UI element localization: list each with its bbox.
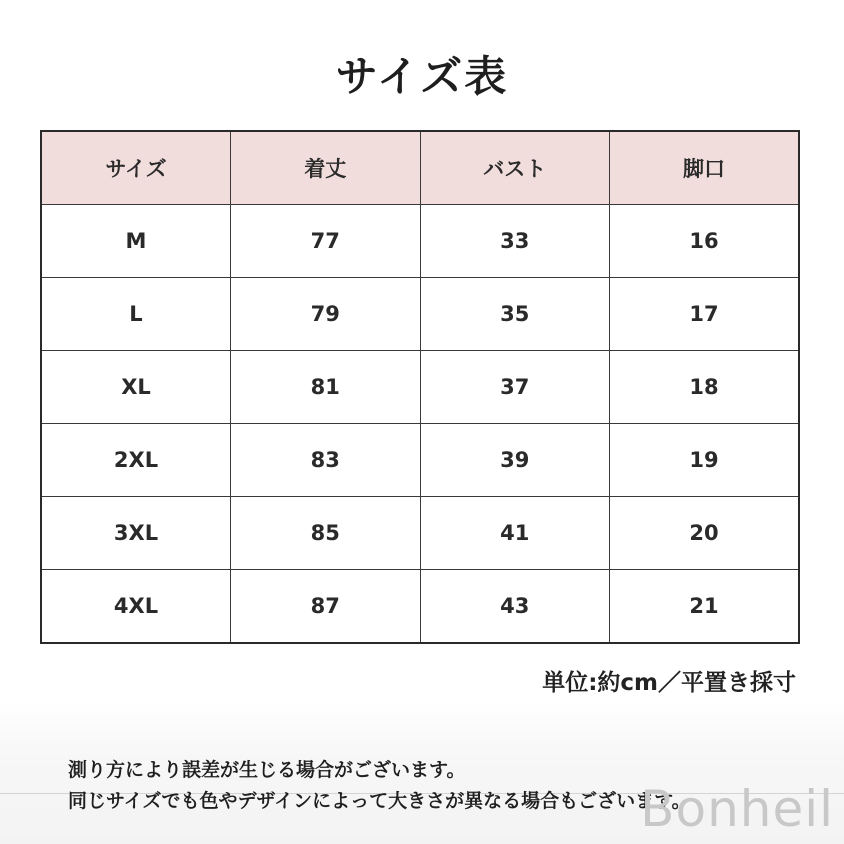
- table-cell-bust: 39: [420, 424, 610, 497]
- table-cell-leg-opening: 17: [610, 278, 800, 351]
- table-row: [41, 351, 799, 424]
- column-header-size: サイズ: [41, 131, 231, 205]
- note-line: 同じサイズでも色やデザインによって大きさが異なる場合もございます。: [68, 790, 691, 812]
- table-row: [41, 424, 799, 497]
- notes: [68, 755, 691, 817]
- table-header-row: [41, 131, 799, 205]
- table-body: [41, 205, 799, 644]
- table-cell-size: 3XL: [41, 497, 231, 570]
- size-table: [40, 130, 800, 644]
- table-cell-size: 2XL: [41, 424, 231, 497]
- table-cell-leg-opening: 16: [610, 205, 800, 278]
- table-cell-size: 4XL: [41, 570, 231, 644]
- table-row: [41, 497, 799, 570]
- page-title: サイズ表: [335, 52, 509, 101]
- table-cell-bust: 33: [420, 205, 610, 278]
- table-cell-size: XL: [41, 351, 231, 424]
- table-cell-bust: 41: [420, 497, 610, 570]
- table-cell-leg-opening: 19: [610, 424, 800, 497]
- table-cell-bust: 37: [420, 351, 610, 424]
- table-cell-leg-opening: 20: [610, 497, 800, 570]
- column-header-length: 着丈: [231, 131, 421, 205]
- unit-note: 単位:約cm／平置き採寸: [542, 670, 796, 696]
- table-cell-length: 87: [231, 570, 421, 644]
- table-cell-length: 81: [231, 351, 421, 424]
- note-line: 測り方により誤差が生じる場合がございます。: [68, 759, 466, 781]
- table-cell-leg-opening: 18: [610, 351, 800, 424]
- column-header-leg-opening: 脚口: [610, 131, 800, 205]
- table-row: [41, 205, 799, 278]
- table-cell-length: 85: [231, 497, 421, 570]
- table-cell-bust: 35: [420, 278, 610, 351]
- watermark: Bonheil: [640, 780, 834, 838]
- table-cell-length: 79: [231, 278, 421, 351]
- table-cell-size: M: [41, 205, 231, 278]
- table-row: [41, 570, 799, 644]
- table-cell-length: 83: [231, 424, 421, 497]
- table-header: [41, 131, 799, 205]
- table-cell-length: 77: [231, 205, 421, 278]
- column-header-bust: バスト: [420, 131, 610, 205]
- table-row: [41, 278, 799, 351]
- table-cell-leg-opening: 21: [610, 570, 800, 644]
- table-cell-size: L: [41, 278, 231, 351]
- table-cell-bust: 43: [420, 570, 610, 644]
